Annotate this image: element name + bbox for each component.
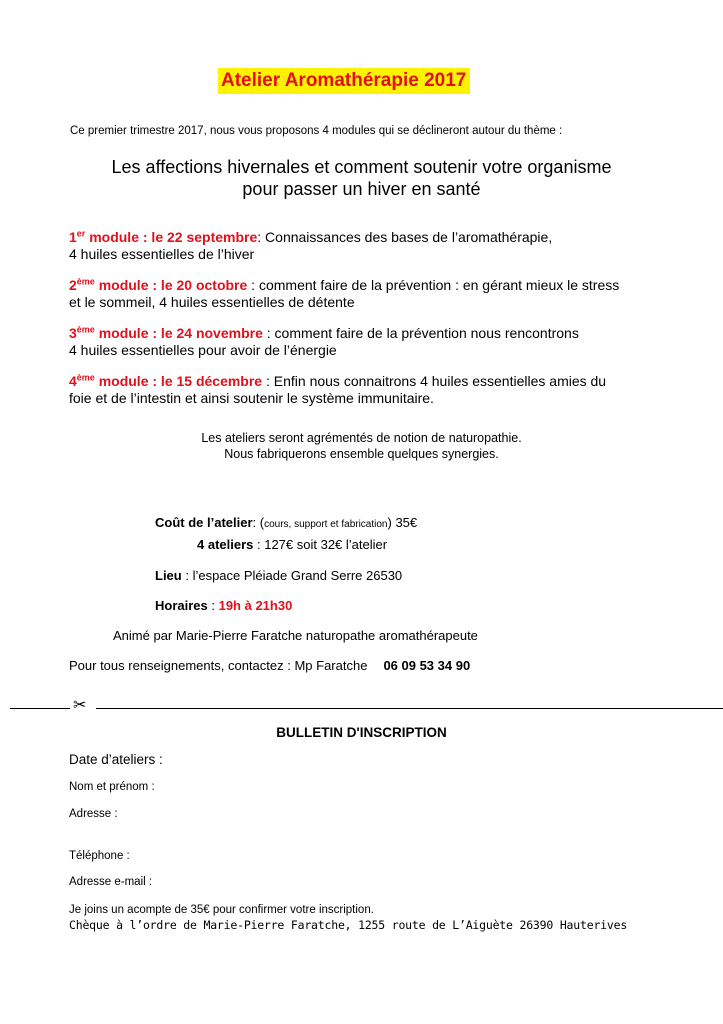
theme-line-1: Les affections hivernales et comment soutenir votre organisme (111, 157, 612, 177)
notes-line-2: Nous fabriquerons ensemble quelques synergies. (224, 447, 499, 461)
module-3-label: 3ème module : le 24 novembre (69, 324, 263, 341)
module-1-desc-2: 4 huiles essentielles de l’hiver (69, 246, 255, 262)
cheque-text: Chèque à l’ordre de Marie-Pierre Faratche, 1255 route de L’Aiguète 26390 Hauterives (69, 918, 628, 932)
contact-text: Pour tous renseignements, contactez : Mp Faratche (69, 658, 368, 673)
form-date-label: Date d’ateliers : (69, 752, 163, 767)
document-title: Atelier Aromathérapie 2017 (218, 68, 470, 94)
module-3 (69, 325, 579, 359)
module-3-desc: : comment faire de la prévention nous rencontrons (262, 325, 579, 341)
location-value: : l’espace Pléiade Grand Serre 26530 (181, 568, 403, 583)
module-2-desc-2: et le sommeil, 4 huiles essentielles de détente (69, 294, 355, 310)
form-address-label: Adresse : (69, 808, 118, 820)
animator-line: Animé par Marie-Pierre Faratche naturopathe aromathérapeute (113, 628, 478, 643)
four-workshops-label: 4 ateliers (197, 537, 254, 552)
theme-heading (0, 156, 723, 200)
module-2 (69, 277, 619, 311)
cut-line-left (10, 708, 70, 709)
module-2-label: 2ème module : le 20 octobre (69, 276, 248, 293)
four-workshops-line (197, 537, 387, 552)
cut-line-right (96, 708, 723, 709)
notes-line-1: Les ateliers seront agrémentés de notion de naturopathie. (201, 431, 522, 445)
module-4-label: 4ème module : le 15 décembre (69, 372, 263, 389)
bulletin-title: BULLETIN D'INSCRIPTION (276, 725, 447, 740)
contact-line (69, 658, 470, 673)
module-4-desc-2: foie et de l’intestin et ainsi soutenir le système immunitaire. (69, 390, 434, 406)
scissors-icon: ✂ (73, 697, 87, 714)
module-4-desc: : Enfin nous connaitrons 4 huiles essentielles amies du (262, 373, 607, 389)
module-1-desc: : Connaissances des bases de l’aromathérapie, (257, 229, 553, 245)
cost-detail: cours, support et fabrication (264, 519, 388, 530)
form-email-label: Adresse e-mail : (69, 876, 153, 888)
module-2-desc: : comment faire de la prévention : en gérant mieux le stress (247, 277, 620, 293)
contact-phone: 06 09 53 34 90 (383, 658, 471, 673)
form-name-label: Nom et prénom : (69, 781, 155, 793)
module-1 (69, 229, 552, 263)
intro-text: Ce premier trimestre 2017, nous vous proposons 4 modules qui se déclineront autour du thème : (70, 125, 563, 137)
four-workshops-value: : 127€ soit 32€ l’atelier (253, 537, 388, 552)
location-line (155, 568, 402, 583)
module-1-label: 1er module : le 22 septembre (69, 228, 258, 245)
deposit-text: Je joins un acompte de 35€ pour confirmer votre inscription. (69, 904, 374, 916)
theme-line-2: pour passer un hiver en santé (242, 179, 481, 199)
workshop-notes (0, 430, 723, 462)
module-4 (69, 373, 606, 407)
schedule-label: Horaires (155, 598, 208, 613)
cost-label: Coût de l’atelier (155, 515, 253, 530)
form-phone-label: Téléphone : (69, 850, 130, 862)
module-3-desc-2: 4 huiles essentielles pour avoir de l’énergie (69, 342, 337, 358)
cost-line: Coût de l’atelier: (cours, support et fabrication) 35€ (155, 515, 418, 530)
location-label: Lieu (155, 568, 182, 583)
cost-value: ) 35€ (387, 515, 418, 530)
schedule-line: Horaires : 19h à 21h30 (155, 598, 293, 613)
schedule-value: 19h à 21h30 (218, 598, 293, 613)
